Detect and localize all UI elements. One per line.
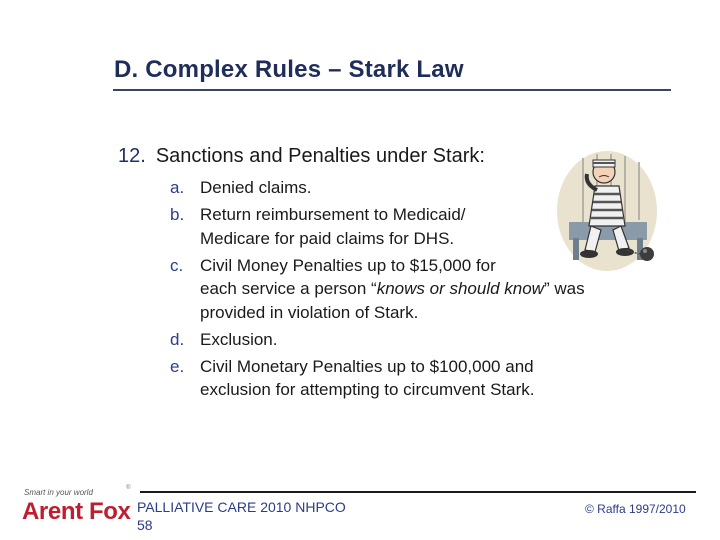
list-item-line: provided in violation of Stark. [200, 302, 419, 322]
list-item-text: Exclusion. [200, 329, 278, 349]
trademark-mark: ® [126, 485, 131, 491]
section-heading [118, 145, 485, 168]
slide-title: D. Complex Rules – Stark Law [114, 56, 464, 83]
logo-tagline [24, 485, 131, 497]
list-letter: a. [170, 178, 185, 197]
list-item-line: Medicare for paid claims for DHS. [200, 228, 455, 248]
logo-tagline-text: Smart in your world [24, 488, 93, 497]
list-item-line: Civil Monetary Penalties up to $100,000 and [200, 356, 534, 376]
list-letter: d. [170, 329, 185, 349]
list-letter: c. [170, 255, 184, 275]
text-run: ” was [543, 279, 585, 298]
footer-divider [140, 491, 696, 493]
copyright-notice: © Raffa 1997/2010 [585, 502, 686, 516]
prisoner-ball-and-chain-icon [555, 150, 660, 272]
list-item-line [200, 277, 650, 301]
logo-brand: Arent Fox [22, 498, 131, 525]
title-divider [113, 89, 671, 91]
list-item-line: Civil Money Penalties up to $15,000 for [200, 255, 496, 275]
heading-text: Sanctions and Penalties under Stark: [155, 145, 485, 167]
list-item [170, 328, 650, 352]
list-item-text: Denied claims. [200, 178, 312, 197]
list-item-line: exclusion for attempting to circumvent Stark. [200, 380, 535, 399]
italic-text: knows or should know [376, 279, 544, 298]
page-number: 58 [137, 517, 153, 533]
list-letter: e. [170, 356, 185, 376]
list-item-line: Return reimbursement to Medicaid/ [200, 205, 466, 224]
footer-info [137, 498, 346, 534]
list-item [170, 355, 650, 402]
heading-number: 12. [118, 145, 146, 167]
text-run: each service a person “ [200, 279, 377, 298]
list-letter: b. [170, 205, 185, 224]
arent-fox-logo [14, 485, 131, 528]
footer-event: PALLIATIVE CARE 2010 NHPCO [137, 499, 346, 515]
